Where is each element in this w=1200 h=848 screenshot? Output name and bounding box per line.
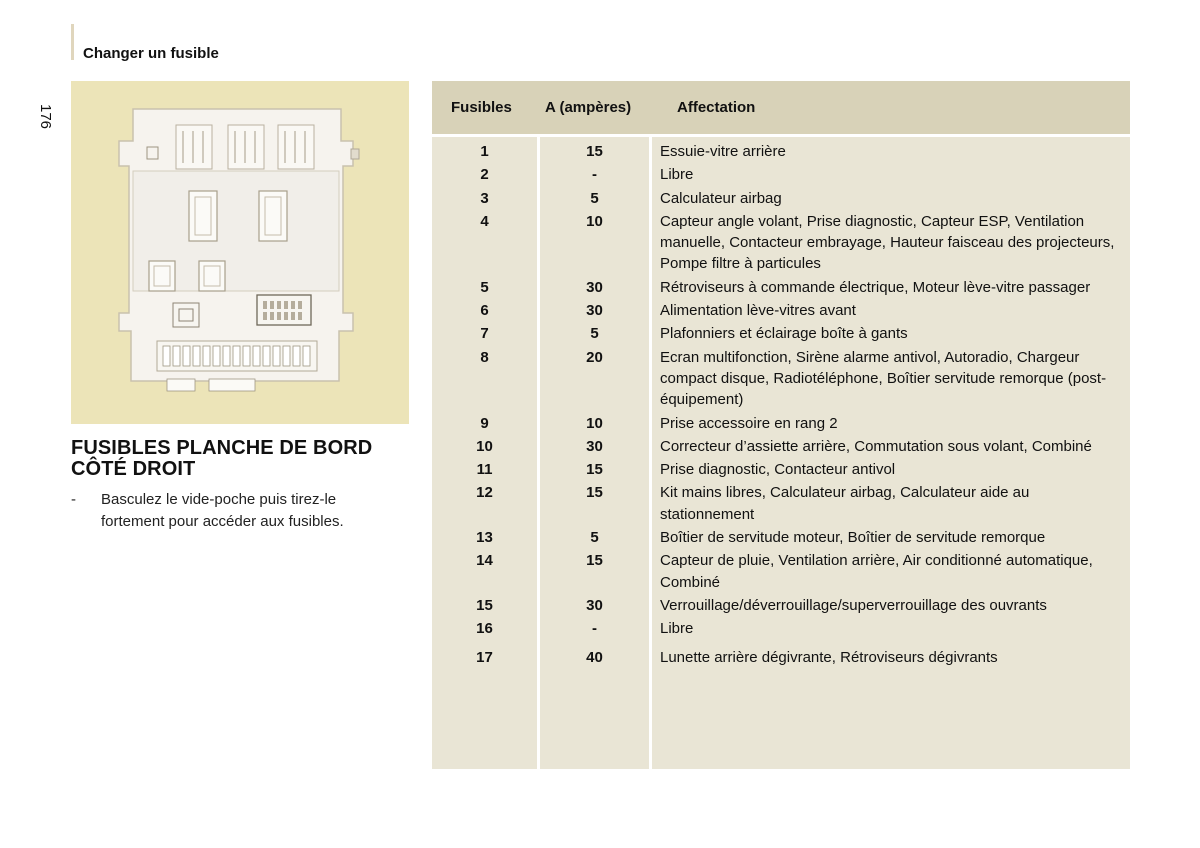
- fuse-number: 11: [476, 461, 493, 479]
- header-accent-bar: [71, 24, 74, 60]
- fuse-amperage: 30: [586, 596, 603, 614]
- fuse-assignment: Ecran multifonction, Sirène alarme antivol, Autoradio, Chargeur compact disque, Radiotéléphone, Boîtier servitude remorque (post-équipement): [660, 348, 1107, 409]
- fuse-number: 17: [476, 648, 493, 666]
- table-row: [432, 413, 1130, 436]
- header-fuses: Fusibles: [451, 99, 512, 116]
- fuse-number: 15: [476, 596, 493, 614]
- fuse-number: 9: [480, 414, 489, 432]
- fuse-assignment: Correcteur d’assiette arrière, Commutation sous volant, Combiné: [660, 437, 1092, 455]
- fuse-number: 2: [480, 166, 489, 184]
- fuse-assignment: Calculateur airbag: [660, 189, 782, 207]
- table-row: [432, 164, 1130, 187]
- fuse-number: 16: [476, 620, 493, 638]
- table-row: [432, 347, 1130, 413]
- fuse-assignment: Lunette arrière dégivrante, Rétroviseurs dégivrants: [660, 648, 998, 666]
- table-row: [432, 188, 1130, 211]
- heading-line-2: CÔTÉ DROIT: [71, 458, 196, 480]
- fuse-assignment: Capteur de pluie, Ventilation arrière, Air conditionné automatique, Combiné: [660, 552, 1093, 591]
- heading: [71, 438, 401, 480]
- fuse-box-photo: [71, 81, 409, 424]
- fuse-assignment: Prise diagnostic, Contacteur antivol: [660, 461, 896, 479]
- fuse-amperage: 5: [590, 189, 599, 207]
- fuse-number: 7: [480, 325, 489, 343]
- fuse-assignment: Boîtier de servitude moteur, Boîtier de servitude remorque: [660, 529, 1046, 547]
- fuse-number: 6: [480, 302, 489, 320]
- fuse-number: 10: [476, 437, 493, 455]
- table-row: [432, 647, 1130, 670]
- fuse-number: 4: [480, 212, 489, 230]
- table-row: [432, 459, 1130, 482]
- fuse-assignment: Libre: [660, 166, 694, 184]
- fuse-amperage: -: [592, 166, 597, 184]
- fuse-table: [432, 81, 1130, 769]
- fuse-assignment: Essuie-vitre arrière: [660, 143, 786, 160]
- table-row: [432, 211, 1130, 277]
- fuse-assignment: Kit mains libres, Calculateur airbag, Calculateur aide au stationnement: [660, 484, 1030, 523]
- fuse-amperage: 30: [586, 278, 603, 296]
- fuse-assignment: Libre: [660, 620, 694, 638]
- table-row: [432, 141, 1130, 164]
- fuse-assignment: Alimentation lève-vitres avant: [660, 302, 856, 320]
- section-title: Changer un fusible: [83, 45, 219, 62]
- fuse-assignment: Plafonniers et éclairage boîte à gants: [660, 325, 908, 343]
- fuse-amperage: 5: [590, 325, 599, 343]
- fuse-number: 12: [476, 484, 493, 502]
- table-row: [432, 300, 1130, 323]
- fuse-assignment: Capteur angle volant, Prise diagnostic, Capteur ESP, Ventilation manuelle, Contacteur embrayage, Hauteur faisceau des projecteurs, Pompe filtre à particules: [660, 212, 1115, 273]
- table-row: [432, 323, 1130, 346]
- fuse-assignment: Verrouillage/déverrouillage/superverrouillage des ouvrants: [660, 596, 1047, 614]
- fuse-amperage: 30: [586, 437, 603, 455]
- table-row: [432, 482, 1130, 527]
- table-row: [432, 527, 1130, 550]
- table-row: [432, 595, 1130, 618]
- fuse-amperage: 5: [590, 529, 599, 547]
- header-affectation: Affectation: [677, 99, 756, 116]
- fuse-amperage: -: [592, 620, 597, 638]
- page-number: 176: [37, 104, 54, 130]
- fuse-assignment: Prise accessoire en rang 2: [660, 414, 838, 432]
- instruction-dash: -: [71, 491, 76, 508]
- table-row: [432, 436, 1130, 459]
- header-amperes: A (ampères): [545, 99, 632, 116]
- fuse-amperage: 15: [586, 552, 603, 570]
- fuse-amperage: 20: [586, 348, 603, 366]
- fuse-number: 5: [480, 278, 489, 296]
- instruction-text: Basculez le vide-poche puis tirez-le fortement pour accéder aux fusibles.: [101, 491, 344, 530]
- instruction: [71, 489, 391, 533]
- table-row: [432, 618, 1130, 641]
- fuse-number: 13: [476, 529, 493, 547]
- fuse-amperage: 15: [586, 461, 603, 479]
- fuse-number: 8: [480, 348, 489, 366]
- fuse-assignment: Rétroviseurs à commande électrique, Moteur lève-vitre passager: [660, 278, 1091, 296]
- heading-line-1: FUSIBLES PLANCHE DE BORD: [71, 437, 373, 459]
- fuse-amperage: 10: [586, 212, 603, 230]
- fuse-amperage: 15: [586, 143, 603, 160]
- fuse-number: 1: [480, 143, 489, 160]
- fuse-amperage: 10: [586, 414, 603, 432]
- table-body: [432, 141, 1130, 670]
- fuse-number: 3: [480, 189, 489, 207]
- fuse-amperage: 30: [586, 302, 603, 320]
- table-header: [432, 81, 1130, 134]
- fuse-amperage: 15: [586, 484, 603, 502]
- fuse-number: 14: [476, 552, 493, 570]
- table-row: [432, 277, 1130, 300]
- fuse-amperage: 40: [586, 648, 603, 666]
- table-row: [432, 550, 1130, 595]
